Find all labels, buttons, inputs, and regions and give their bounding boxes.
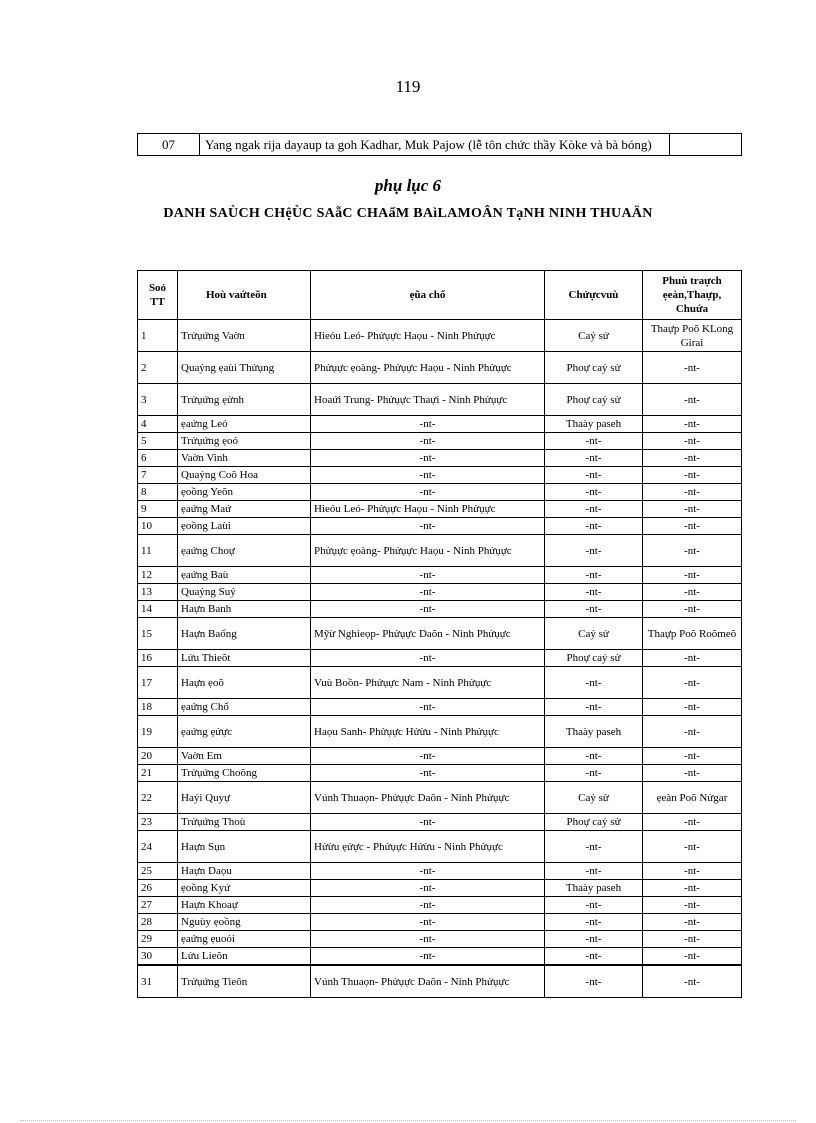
address-cell: -nt-: [311, 699, 545, 716]
table-row: [138, 450, 742, 467]
role-cell: -nt-: [545, 450, 643, 467]
role-cell: Caỷ sử: [545, 618, 643, 650]
row-number: 1: [138, 320, 178, 352]
address-cell: Haọu Sanh- Phửụực Hửừu - Ninh Phửụực: [311, 716, 545, 748]
person-name: Trửụứng Choõng: [178, 765, 311, 782]
address-cell: -nt-: [311, 880, 545, 897]
person-name: ẹoồng Kyứ: [178, 880, 311, 897]
charge-cell: -nt-: [643, 501, 742, 518]
address-cell: -nt-: [311, 567, 545, 584]
address-cell: -nt-: [311, 484, 545, 501]
person-name: Haỷi Quyự: [178, 782, 311, 814]
charge-cell: -nt-: [643, 650, 742, 667]
table-row: [138, 667, 742, 699]
row-number: 8: [138, 484, 178, 501]
charge-cell: Thaựp Poõ Roõmeõ: [643, 618, 742, 650]
person-name: Quaỷng Suỷ: [178, 584, 311, 601]
person-name: Haựn ẹoõ: [178, 667, 311, 699]
row-number: 2: [138, 352, 178, 384]
row-number: 27: [138, 897, 178, 914]
address-cell: Hửừu ẹửực - Phửụực Hửừu - Ninh Phửụực: [311, 831, 545, 863]
address-cell: -nt-: [311, 914, 545, 931]
address-cell: Phửụực ẹoàng- Phửụực Haọu - Ninh Phửụực: [311, 352, 545, 384]
table-row: [138, 384, 742, 416]
person-name: Lửu Thieõt: [178, 650, 311, 667]
role-cell: Phoự caỷ sử: [545, 650, 643, 667]
person-name: Trửụứng ẹửnh: [178, 384, 311, 416]
role-cell: -nt-: [545, 765, 643, 782]
address-cell: -nt-: [311, 948, 545, 966]
role-cell: -nt-: [545, 897, 643, 914]
table-row: [138, 765, 742, 782]
table-row: [138, 618, 742, 650]
table-row: [138, 134, 742, 156]
table-row: [138, 965, 742, 998]
page-number: 119: [395, 77, 421, 96]
table-row: [138, 948, 742, 966]
table-row: [138, 416, 742, 433]
row-number: 5: [138, 433, 178, 450]
row-number: 25: [138, 863, 178, 880]
table-row: [138, 880, 742, 897]
table-row: [138, 501, 742, 518]
person-name: Trửụứng Thoù: [178, 814, 311, 831]
address-cell: -nt-: [311, 467, 545, 484]
role-cell: -nt-: [545, 467, 643, 484]
person-name: Quaỷng ẹaùi Thửụng: [178, 352, 311, 384]
person-name: Trửụứng Tieõn: [178, 965, 311, 998]
address-cell: Mỹừ Nghieọp- Phửụực Daõn - Ninh Phửụực: [311, 618, 545, 650]
person-name: Haựn Sụn: [178, 831, 311, 863]
table-row: [138, 748, 742, 765]
charge-cell: -nt-: [643, 716, 742, 748]
row-number: 28: [138, 914, 178, 931]
role-cell: -nt-: [545, 931, 643, 948]
person-name: ẹaứng Choự: [178, 535, 311, 567]
person-name: ẹaứng Maứ: [178, 501, 311, 518]
role-cell: -nt-: [545, 433, 643, 450]
person-name: Haựn Daọu: [178, 863, 311, 880]
role-cell: Phoự caỷ sử: [545, 384, 643, 416]
person-name: ẹaứng Chổ: [178, 699, 311, 716]
person-name: Quaỷng Coõ Hoa: [178, 467, 311, 484]
table-row: [138, 782, 742, 814]
charge-cell: -nt-: [643, 897, 742, 914]
charge-cell: -nt-: [643, 467, 742, 484]
table-row: [138, 535, 742, 567]
row-number: 6: [138, 450, 178, 467]
person-name: Nguùy ẹoồng: [178, 914, 311, 931]
address-cell: -nt-: [311, 416, 545, 433]
charge-cell: -nt-: [643, 518, 742, 535]
table-row: [138, 567, 742, 584]
address-cell: -nt-: [311, 584, 545, 601]
address-cell: -nt-: [311, 433, 545, 450]
charge-cell: -nt-: [643, 667, 742, 699]
charge-cell: -nt-: [643, 433, 742, 450]
role-cell: -nt-: [545, 863, 643, 880]
role-cell: Thaày paseh: [545, 716, 643, 748]
row-number: 3: [138, 384, 178, 416]
role-cell: -nt-: [545, 965, 643, 998]
person-name: ẹaứng ẹửực: [178, 716, 311, 748]
address-cell: Vúnh Thuaọn- Phửụực Daõn - Ninh Phửụực: [311, 965, 545, 998]
charge-cell: -nt-: [643, 450, 742, 467]
table-row: [138, 320, 742, 352]
role-cell: -nt-: [545, 501, 643, 518]
address-cell: -nt-: [311, 931, 545, 948]
person-name: Lửu Lieõn: [178, 948, 311, 966]
role-cell: -nt-: [545, 567, 643, 584]
charge-cell: -nt-: [643, 831, 742, 863]
role-cell: -nt-: [545, 914, 643, 931]
charge-cell: -nt-: [643, 863, 742, 880]
charge-cell: -nt-: [643, 699, 742, 716]
table-row: [138, 931, 742, 948]
table-header: [138, 271, 742, 320]
address-cell: -nt-: [311, 450, 545, 467]
role-cell: -nt-: [545, 535, 643, 567]
person-name: Trửụứng Vaờn: [178, 320, 311, 352]
appendix-title: phụ lục 6: [374, 176, 442, 195]
table-row: [138, 484, 742, 501]
row-number: 16: [138, 650, 178, 667]
charge-cell: ẹeàn Poõ Nửgar: [643, 782, 742, 814]
role-cell: Phoự caỷ sử: [545, 352, 643, 384]
address-cell: Hieỏu Leó- Phửụực Haọu - Ninh Phửụực: [311, 320, 545, 352]
role-cell: -nt-: [545, 601, 643, 618]
charge-cell: -nt-: [643, 535, 742, 567]
table-row: [138, 650, 742, 667]
table-row: [138, 584, 742, 601]
person-name: ẹaứng Leó: [178, 416, 311, 433]
address-cell: Vúnh Thuaọn- Phửụực Daõn - Ninh Phửụực: [311, 782, 545, 814]
table-row: [138, 433, 742, 450]
role-cell: -nt-: [545, 831, 643, 863]
row-number: 14: [138, 601, 178, 618]
role-cell: -nt-: [545, 699, 643, 716]
role-cell: Caỷ sử: [545, 320, 643, 352]
row-number: 22: [138, 782, 178, 814]
row-number: 15: [138, 618, 178, 650]
address-cell: Hieỏu Leó- Phửụực Haọu - Ninh Phửụực: [311, 501, 545, 518]
person-name: Trửụứng ẹoó: [178, 433, 311, 450]
document-heading: DANH SAÙCH CHệÙC SAẵC CHAẩM BAìLAMOÂN TạNH NINH THUAÄN: [163, 206, 653, 221]
charge-cell: Thaựp Poõ KLong Girai: [643, 320, 742, 352]
person-name: Vaờn Vinh: [178, 450, 311, 467]
table-row: [138, 518, 742, 535]
header-name: Hoù vaứteõn: [178, 271, 311, 320]
table-row: [138, 914, 742, 931]
role-cell: -nt-: [545, 518, 643, 535]
charge-cell: -nt-: [643, 384, 742, 416]
row-number: 10: [138, 518, 178, 535]
row-number: 30: [138, 948, 178, 966]
ceremony-description: Yang ngak rija dayaup ta goh Kadhar, Muk Pajow (lễ tôn chức thầy Kòke và bà bóng): [200, 134, 670, 156]
table-row: [138, 831, 742, 863]
role-cell: -nt-: [545, 584, 643, 601]
charge-cell: -nt-: [643, 914, 742, 931]
row-number: 18: [138, 699, 178, 716]
person-name: ẹoồng Yeõn: [178, 484, 311, 501]
person-name: ẹoồng Laùi: [178, 518, 311, 535]
row-number: 19: [138, 716, 178, 748]
role-cell: Thaày paseh: [545, 416, 643, 433]
row-number: 17: [138, 667, 178, 699]
role-cell: Caỷ sử: [545, 782, 643, 814]
row-number: 12: [138, 567, 178, 584]
charge-cell: -nt-: [643, 931, 742, 948]
address-cell: -nt-: [311, 765, 545, 782]
person-name: ẹaứng Baù: [178, 567, 311, 584]
row-number: 29: [138, 931, 178, 948]
address-cell: Phửụực ẹoàng- Phửụực Haọu - Ninh Phửụực: [311, 535, 545, 567]
table-row: [138, 352, 742, 384]
row-number: 13: [138, 584, 178, 601]
role-cell: -nt-: [545, 748, 643, 765]
charge-cell: -nt-: [643, 965, 742, 998]
person-name: Haựn Baống: [178, 618, 311, 650]
row-number: 20: [138, 748, 178, 765]
address-cell: -nt-: [311, 650, 545, 667]
charge-cell: -nt-: [643, 765, 742, 782]
person-name: Haựn Khoaự: [178, 897, 311, 914]
table-row: [138, 814, 742, 831]
role-cell: -nt-: [545, 948, 643, 966]
row-number: 11: [138, 535, 178, 567]
role-cell: Phoự caỷ sử: [545, 814, 643, 831]
header-charge: Phuù traựch ẹeàn,Thaựp, Chuứa: [643, 271, 742, 320]
charge-cell: -nt-: [643, 567, 742, 584]
address-cell: -nt-: [311, 863, 545, 880]
empty-cell: [670, 134, 742, 156]
role-cell: -nt-: [545, 667, 643, 699]
page-bottom-rule: [20, 1120, 796, 1121]
role-cell: -nt-: [545, 484, 643, 501]
row-number: 24: [138, 831, 178, 863]
address-cell: -nt-: [311, 814, 545, 831]
table-row: [138, 601, 742, 618]
table-row: [138, 467, 742, 484]
address-cell: -nt-: [311, 897, 545, 914]
charge-cell: -nt-: [643, 601, 742, 618]
header-address: ẹũa chổ: [311, 271, 545, 320]
address-cell: Vuù Boồn- Phửụực Nam - Ninh Phửụực: [311, 667, 545, 699]
address-cell: -nt-: [311, 518, 545, 535]
table-row: [138, 897, 742, 914]
charge-cell: -nt-: [643, 748, 742, 765]
continuation-table: [137, 133, 742, 156]
row-number: 23: [138, 814, 178, 831]
person-name: ẹaứng ẹuoỏi: [178, 931, 311, 948]
address-cell: -nt-: [311, 748, 545, 765]
charge-cell: -nt-: [643, 880, 742, 897]
table-body: [138, 320, 742, 998]
charge-cell: -nt-: [643, 584, 742, 601]
row-number: 26: [138, 880, 178, 897]
charge-cell: -nt-: [643, 948, 742, 966]
charge-cell: -nt-: [643, 416, 742, 433]
row-number: 07: [138, 134, 200, 156]
person-name: Vaờn Em: [178, 748, 311, 765]
charge-cell: -nt-: [643, 484, 742, 501]
header-role: Chửựcvuù: [545, 271, 643, 320]
address-cell: -nt-: [311, 601, 545, 618]
person-name: Haựn Banh: [178, 601, 311, 618]
row-number: 21: [138, 765, 178, 782]
charge-cell: -nt-: [643, 814, 742, 831]
row-number: 7: [138, 467, 178, 484]
header-number: Soỏ TT: [138, 271, 178, 320]
charge-cell: -nt-: [643, 352, 742, 384]
row-number: 4: [138, 416, 178, 433]
table-row: [138, 699, 742, 716]
address-cell: Hoaứi Trung- Phửụực Thaựi - Ninh Phửụực: [311, 384, 545, 416]
row-number: 9: [138, 501, 178, 518]
table-row: [138, 863, 742, 880]
dignitary-table: [137, 270, 742, 998]
role-cell: Thaày paseh: [545, 880, 643, 897]
table-row: [138, 716, 742, 748]
row-number: 31: [138, 965, 178, 998]
